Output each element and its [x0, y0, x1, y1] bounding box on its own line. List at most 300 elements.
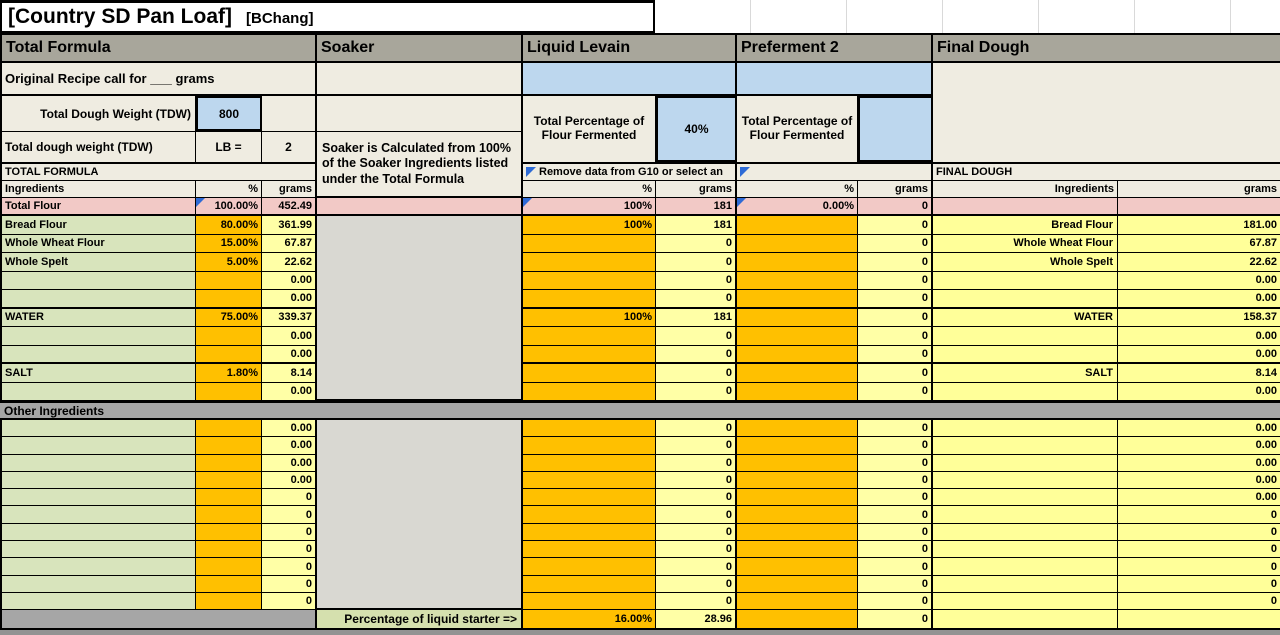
tf-ingredient-cell[interactable]	[2, 541, 196, 557]
table-row	[523, 593, 735, 610]
tf-ingredient-cell[interactable]	[2, 420, 196, 436]
tf-ingredient-cell[interactable]	[2, 524, 196, 540]
p2-grams-cell[interactable]: 0	[858, 216, 931, 234]
p2-percent-cell[interactable]	[737, 364, 858, 382]
table-row	[523, 506, 735, 523]
table-row	[933, 235, 1280, 254]
table-row	[523, 346, 735, 365]
table-row	[737, 610, 931, 630]
tf-ingredient-cell[interactable]	[2, 346, 196, 363]
p2-grams-cell[interactable]: 0	[858, 364, 931, 382]
ll-percent-cell[interactable]	[523, 455, 656, 471]
p2-grams-cell[interactable]: 0	[858, 383, 931, 401]
table-row	[933, 455, 1280, 472]
fd-grams-cell[interactable]: 0	[1118, 558, 1280, 574]
fd-grams-cell[interactable]: 0	[1118, 541, 1280, 557]
table-row	[737, 181, 931, 198]
tf-percent-cell[interactable]	[196, 437, 262, 453]
table-row	[933, 181, 1280, 198]
table-row	[2, 216, 315, 235]
ll-grams-cell[interactable]: 0	[656, 541, 735, 557]
fd-grams-cell[interactable]: 67.87	[1118, 235, 1280, 253]
p2-grams-cell[interactable]: 0	[858, 541, 931, 557]
tf-grams-cell[interactable]: 67.87	[262, 235, 315, 253]
ll-grams-cell[interactable]: 0	[656, 346, 735, 363]
p2-blue-band[interactable]	[737, 63, 931, 94]
tf-grams-cell[interactable]: 0	[262, 489, 315, 505]
fd-grams-cell[interactable]: 0.00	[1118, 489, 1280, 505]
table-row	[737, 364, 931, 383]
tf-percent-cell[interactable]	[196, 346, 262, 363]
p2-grams-cell[interactable]: 0	[858, 437, 931, 453]
p2-starter-percent[interactable]	[737, 610, 858, 628]
ll-percent-cell[interactable]	[523, 489, 656, 505]
ll-grams-cell[interactable]: 0	[656, 290, 735, 307]
p2-fermented-input[interactable]	[858, 96, 931, 162]
fd-ingredient-cell[interactable]: Whole Spelt	[933, 253, 1118, 271]
ll-grams-cell[interactable]: 0	[656, 235, 735, 253]
p2-grams-cell[interactable]: 0	[858, 272, 931, 290]
soaker-note: Soaker is Calculated from 100% of the Soaker Ingredients listed under the Total Formula	[317, 132, 521, 196]
tf-grams-cell[interactable]: 0.00	[262, 327, 315, 345]
fd-footer-label-cell[interactable]	[933, 610, 1118, 628]
p2-grams-cell[interactable]: 0	[858, 558, 931, 574]
fd-grams-cell[interactable]: 0.00	[1118, 327, 1280, 345]
table-row	[523, 309, 735, 328]
p2-percent-cell[interactable]	[737, 506, 858, 522]
p2-grams-cell[interactable]: 0	[858, 472, 931, 488]
p2-other-rows	[737, 420, 931, 610]
table-row	[2, 164, 315, 181]
table-row	[2, 524, 315, 541]
fd-total-grams-cell[interactable]	[1118, 198, 1280, 214]
fd-grams-cell[interactable]: 0.00	[1118, 437, 1280, 453]
other-ingredients-band	[0, 401, 1280, 420]
lb-value[interactable]: 2	[262, 132, 315, 162]
ll-percent-cell[interactable]	[523, 472, 656, 488]
ll-percent-cell[interactable]	[523, 272, 656, 290]
tf-grams-cell[interactable]: 0.00	[262, 455, 315, 471]
table-row	[523, 455, 735, 472]
table-row	[737, 346, 931, 365]
fd-ingredient-cell[interactable]	[933, 558, 1118, 574]
ll-grams-cell[interactable]: 0	[656, 506, 735, 522]
table-row	[933, 420, 1280, 437]
ll-percent-cell[interactable]	[523, 235, 656, 253]
p2-grams-cell[interactable]: 0	[858, 327, 931, 345]
ll-grams-cell[interactable]: 0	[656, 272, 735, 290]
tf-percent-cell[interactable]: 15.00%	[196, 235, 262, 253]
ll-percent-cell[interactable]	[523, 364, 656, 382]
tf-percent-cell[interactable]: 75.00%	[196, 309, 262, 327]
fd-ingredient-cell[interactable]	[933, 455, 1118, 471]
tf-ingredient-cell[interactable]	[2, 593, 196, 609]
table-row	[2, 235, 315, 254]
lb-label: LB =	[196, 132, 262, 162]
comment-marker-icon	[737, 198, 746, 207]
p2-total-grams[interactable]: 0	[858, 198, 931, 214]
ll-grams-cell[interactable]: 0	[656, 593, 735, 609]
tf-grams-cell[interactable]: 0	[262, 558, 315, 574]
recipe-author: [BChang]	[246, 10, 314, 27]
tf-grams-cell[interactable]: 0	[262, 541, 315, 557]
tf-grams-cell[interactable]: 0	[262, 593, 315, 609]
p2-grams-cell[interactable]: 0	[858, 524, 931, 540]
p2-percent-cell[interactable]	[737, 558, 858, 574]
p2-grams-cell[interactable]: 0	[858, 489, 931, 505]
ll-blue-band[interactable]	[523, 63, 735, 94]
tf-ingredient-cell[interactable]: Bread Flour	[2, 216, 196, 234]
p2-percent-cell[interactable]	[737, 593, 858, 609]
table-row	[523, 524, 735, 541]
tf-ingredient-cell[interactable]	[2, 383, 196, 401]
fd-ingredient-cell[interactable]: WATER	[933, 309, 1118, 327]
tf-percent-cell[interactable]	[196, 455, 262, 471]
tf-percent-cell[interactable]	[196, 489, 262, 505]
p2-percent-cell[interactable]	[737, 472, 858, 488]
ll-grams-cell[interactable]: 0	[656, 383, 735, 401]
ll-grams-cell[interactable]: 0	[656, 576, 735, 592]
tf-percent-cell[interactable]	[196, 524, 262, 540]
p2-total-percent-value: 0.00%	[822, 200, 854, 212]
p2-grams-cell[interactable]: 0	[858, 290, 931, 307]
tf-grams-cell[interactable]: 0.00	[262, 472, 315, 488]
p2-percent-cell[interactable]	[737, 541, 858, 557]
table-row	[933, 290, 1280, 309]
table-row	[933, 489, 1280, 506]
other-ingredients-label: Other Ingredients	[4, 403, 105, 418]
p2-total-percent[interactable]	[737, 198, 858, 214]
table-row	[523, 235, 735, 254]
ll-percent-cell[interactable]	[523, 524, 656, 540]
p2-percent-cell[interactable]	[737, 420, 858, 436]
p2-percent-cell[interactable]	[737, 346, 858, 363]
fd-ingredient-cell[interactable]	[933, 290, 1118, 307]
tf-grams-cell[interactable]: 0.00	[262, 290, 315, 307]
tf-percent-cell[interactable]	[196, 420, 262, 436]
fd-ingredient-cell[interactable]	[933, 472, 1118, 488]
p2-percent-cell[interactable]	[737, 383, 858, 401]
tf-grams-cell[interactable]: 0.00	[262, 272, 315, 290]
fd-grams-cell[interactable]: 0	[1118, 576, 1280, 592]
fd-ingredient-cell[interactable]	[933, 420, 1118, 436]
table-row	[737, 272, 931, 291]
tf-grams-cell[interactable]: 0	[262, 506, 315, 522]
tf-ingredient-cell[interactable]: Whole Wheat Flour	[2, 235, 196, 253]
ll-grams-cell[interactable]: 181	[656, 309, 735, 327]
ll-grams-cell[interactable]: 0	[656, 558, 735, 574]
ll-grams-cell[interactable]: 0	[656, 524, 735, 540]
tf-total-flour-grams[interactable]: 452.49	[262, 198, 315, 214]
ll-percent-cell[interactable]	[523, 558, 656, 574]
fd-grams-cell[interactable]: 0.00	[1118, 272, 1280, 290]
p2-starter-grams[interactable]: 0	[858, 610, 931, 628]
ll-total-grams[interactable]: 181	[656, 198, 735, 214]
tf-percent-cell[interactable]: 5.00%	[196, 253, 262, 271]
p2-grams-cell[interactable]: 0	[858, 506, 931, 522]
tf-grams-cell[interactable]: 361.99	[262, 216, 315, 234]
ll-percent-cell[interactable]	[523, 253, 656, 271]
ll-total-percent[interactable]	[523, 198, 656, 214]
tf-ingredient-cell[interactable]: Whole Spelt	[2, 253, 196, 271]
p2-percent-cell[interactable]	[737, 272, 858, 290]
ll-percent-cell[interactable]	[523, 506, 656, 522]
tdw-input[interactable]: 800	[196, 96, 262, 131]
table-row	[523, 327, 735, 346]
fd-grams-cell[interactable]: 0.00	[1118, 420, 1280, 436]
soaker-body-block	[317, 420, 521, 608]
table-row	[2, 272, 315, 291]
ll-grams-cell[interactable]: 0	[656, 472, 735, 488]
tf-percent-cell[interactable]	[196, 472, 262, 488]
fd-ingredient-cell[interactable]	[933, 383, 1118, 401]
p2-percent-cell[interactable]	[737, 309, 858, 327]
p2-percent-cell[interactable]	[737, 216, 858, 234]
ll-percent-cell[interactable]	[523, 576, 656, 592]
p2-note-cell[interactable]	[737, 164, 931, 180]
p2-grams-cell[interactable]: 0	[858, 576, 931, 592]
p2-percent-cell[interactable]	[737, 524, 858, 540]
tf-grams-cell[interactable]: 0.00	[262, 437, 315, 453]
table-row	[737, 383, 931, 402]
fd-ingredient-cell[interactable]	[933, 576, 1118, 592]
tf-main-rows	[2, 216, 315, 401]
fd-grams-cell[interactable]: 0	[1118, 524, 1280, 540]
tf-percent-cell[interactable]	[196, 327, 262, 345]
tf-total-flour-label[interactable]: Total Flour	[2, 198, 196, 214]
tf-total-flour-percent[interactable]	[196, 198, 262, 214]
comment-marker-icon	[740, 167, 750, 177]
table-row	[933, 541, 1280, 558]
fd-ingredient-cell[interactable]: SALT	[933, 364, 1118, 382]
ll-note-cell[interactable]	[523, 164, 735, 180]
table-row	[523, 383, 735, 402]
table-row	[2, 472, 315, 489]
table-row	[317, 63, 521, 96]
ll-other-rows	[523, 420, 735, 610]
ll-grams-cell[interactable]: 181	[656, 216, 735, 234]
p2-percent-cell[interactable]	[737, 489, 858, 505]
table-row	[933, 164, 1280, 181]
table-row	[737, 164, 931, 181]
col-header-ingredients: Ingredients	[933, 181, 1118, 197]
ll-grams-cell[interactable]: 0	[656, 489, 735, 505]
ll-percent-cell[interactable]	[523, 541, 656, 557]
tf-grams-cell[interactable]: 0.00	[262, 420, 315, 436]
fd-ingredient-cell[interactable]: Whole Wheat Flour	[933, 235, 1118, 253]
original-recipe-label: Original Recipe call for ___ grams	[2, 63, 315, 94]
tf-ingredient-cell[interactable]	[2, 472, 196, 488]
empty-sheet-area[interactable]	[655, 0, 1280, 33]
ll-percent-cell[interactable]	[523, 420, 656, 436]
tf-ingredient-cell[interactable]	[2, 290, 196, 307]
fd-total-label-cell[interactable]	[933, 198, 1118, 214]
ll-percent-cell[interactable]: 100%	[523, 216, 656, 234]
table-row	[737, 558, 931, 575]
fd-grams-cell[interactable]: 181.00	[1118, 216, 1280, 234]
fd-grams-cell[interactable]: 22.62	[1118, 253, 1280, 271]
tf-percent-cell[interactable]	[196, 506, 262, 522]
tf-percent-cell[interactable]: 1.80%	[196, 364, 262, 382]
table-row	[317, 420, 521, 610]
tf-ingredient-cell[interactable]	[2, 272, 196, 290]
p2-percent-cell[interactable]	[737, 290, 858, 307]
table-row	[737, 524, 931, 541]
ll-grams-cell[interactable]: 0	[656, 437, 735, 453]
tf-grams-cell[interactable]: 22.62	[262, 253, 315, 271]
table-row	[2, 541, 315, 558]
table-row	[933, 506, 1280, 523]
tdw-spare-cell[interactable]	[262, 96, 315, 131]
p2-percent-cell[interactable]	[737, 327, 858, 345]
table-row	[933, 524, 1280, 541]
ll-percent-cell[interactable]	[523, 593, 656, 609]
table-row	[737, 216, 931, 235]
tdw-label: Total Dough Weight (TDW)	[2, 96, 196, 131]
fd-grams-cell[interactable]: 8.14	[1118, 364, 1280, 382]
table-row	[523, 63, 735, 96]
fd-grams-cell[interactable]: 0.00	[1118, 455, 1280, 471]
fd-ingredient-cell[interactable]	[933, 524, 1118, 540]
fd-ingredient-cell[interactable]	[933, 346, 1118, 363]
ll-grams-cell[interactable]: 0	[656, 455, 735, 471]
fd-grams-cell[interactable]: 0.00	[1118, 290, 1280, 307]
tf-grams-cell[interactable]: 0.00	[262, 346, 315, 363]
tf-grams-cell[interactable]: 0	[262, 576, 315, 592]
p2-grams-cell[interactable]: 0	[858, 346, 931, 363]
tf-other-rows	[2, 420, 315, 610]
section-soaker	[315, 33, 521, 630]
p2-percent-cell[interactable]	[737, 235, 858, 253]
p2-grams-cell[interactable]: 0	[858, 235, 931, 253]
tf-grams-cell[interactable]: 0.00	[262, 383, 315, 401]
ll-percent-cell[interactable]	[523, 383, 656, 401]
section-preferment-2	[735, 33, 931, 630]
p2-grams-cell[interactable]: 0	[858, 253, 931, 271]
fd-grams-cell[interactable]: 0.00	[1118, 346, 1280, 363]
p2-grams-cell[interactable]: 0	[858, 593, 931, 609]
ll-percent-cell[interactable]	[523, 437, 656, 453]
table-row	[933, 253, 1280, 272]
table-row	[737, 253, 931, 272]
tf-grams-cell[interactable]: 8.14	[262, 364, 315, 382]
table-row	[2, 96, 315, 132]
p2-grams-cell[interactable]: 0	[858, 455, 931, 471]
tf-ingredient-cell[interactable]	[2, 327, 196, 345]
ll-starter-grams[interactable]: 28.96	[656, 610, 735, 628]
fd-footer-grams-cell[interactable]	[1118, 610, 1280, 628]
fd-ingredient-cell[interactable]	[933, 593, 1118, 609]
tf-percent-cell[interactable]	[196, 272, 262, 290]
col-header-percent: %	[196, 181, 262, 197]
table-row	[523, 272, 735, 291]
fd-ingredient-cell[interactable]	[933, 437, 1118, 453]
ll-grams-cell[interactable]: 0	[656, 327, 735, 345]
table-row	[2, 63, 315, 96]
fd-ingredient-cell[interactable]	[933, 541, 1118, 557]
tf-ingredient-cell[interactable]	[2, 576, 196, 592]
total-formula-label: TOTAL FORMULA	[2, 164, 315, 180]
table-row	[737, 593, 931, 610]
fd-ingredient-cell[interactable]	[933, 506, 1118, 522]
tf-ingredient-cell[interactable]: WATER	[2, 309, 196, 327]
table-row	[2, 558, 315, 575]
table-row	[933, 346, 1280, 365]
p2-grams-cell[interactable]: 0	[858, 420, 931, 436]
ll-percent-cell[interactable]	[523, 327, 656, 345]
p2-percent-cell[interactable]	[737, 455, 858, 471]
col-header-grams: grams	[858, 181, 931, 197]
tf-ingredient-cell[interactable]	[2, 437, 196, 453]
tf-grams-cell[interactable]: 339.37	[262, 309, 315, 327]
tf-percent-cell[interactable]	[196, 576, 262, 592]
table-row	[737, 63, 931, 96]
fd-ingredient-cell[interactable]: Bread Flour	[933, 216, 1118, 234]
tf-percent-cell[interactable]	[196, 593, 262, 609]
tf-percent-cell[interactable]: 80.00%	[196, 216, 262, 234]
table-row	[523, 164, 735, 181]
tf-percent-cell[interactable]	[196, 541, 262, 557]
tf-ingredient-cell[interactable]: SALT	[2, 364, 196, 382]
fd-ingredient-cell[interactable]	[933, 489, 1118, 505]
table-row	[2, 593, 315, 610]
table-row	[317, 216, 521, 401]
soaker-empty-cell[interactable]	[317, 96, 521, 131]
tf-grams-cell[interactable]: 0	[262, 524, 315, 540]
tf-percent-cell[interactable]	[196, 290, 262, 307]
table-row	[523, 33, 735, 63]
ll-grams-cell[interactable]: 0	[656, 364, 735, 382]
fd-ingredient-cell[interactable]	[933, 272, 1118, 290]
p2-percent-cell[interactable]	[737, 437, 858, 453]
fd-grams-cell[interactable]: 0	[1118, 593, 1280, 609]
ll-fermented-label: Total Percentage of Flour Fermented	[523, 96, 656, 162]
tf-percent-cell[interactable]	[196, 383, 262, 401]
table-row	[933, 309, 1280, 328]
tf-ingredient-cell[interactable]	[2, 489, 196, 505]
fd-grams-cell[interactable]: 0.00	[1118, 383, 1280, 401]
table-row	[317, 198, 521, 216]
soaker-empty-cell[interactable]	[317, 63, 521, 94]
ll-fermented-input[interactable]: 40%	[656, 96, 735, 162]
fd-grams-cell[interactable]: 0.00	[1118, 472, 1280, 488]
p2-grams-cell[interactable]: 0	[858, 309, 931, 327]
tf-percent-cell[interactable]	[196, 558, 262, 574]
ll-grams-cell[interactable]: 0	[656, 420, 735, 436]
fd-ingredient-cell[interactable]	[933, 327, 1118, 345]
tf-ingredient-cell[interactable]	[2, 455, 196, 471]
ll-percent-cell[interactable]: 100%	[523, 309, 656, 327]
fd-notes-area[interactable]	[933, 63, 1280, 162]
ll-note-text: Remove data from G10 or select an	[539, 166, 724, 178]
p2-percent-cell[interactable]	[737, 253, 858, 271]
ll-percent-cell[interactable]	[523, 346, 656, 363]
ll-percent-cell[interactable]	[523, 290, 656, 307]
ll-grams-cell[interactable]: 0	[656, 253, 735, 271]
recipe-title-cell[interactable]	[0, 0, 655, 33]
fd-grams-cell[interactable]: 0	[1118, 506, 1280, 522]
fd-grams-cell[interactable]: 158.37	[1118, 309, 1280, 327]
soaker-total-cell[interactable]	[317, 198, 521, 214]
final-dough-label: FINAL DOUGH	[933, 164, 1280, 180]
tf-ingredient-cell[interactable]	[2, 506, 196, 522]
tf-ingredient-cell[interactable]	[2, 558, 196, 574]
table-row	[2, 253, 315, 272]
p2-percent-cell[interactable]	[737, 576, 858, 592]
table-row	[737, 472, 931, 489]
table-row	[2, 309, 315, 328]
ll-starter-percent[interactable]: 16.00%	[523, 610, 656, 628]
